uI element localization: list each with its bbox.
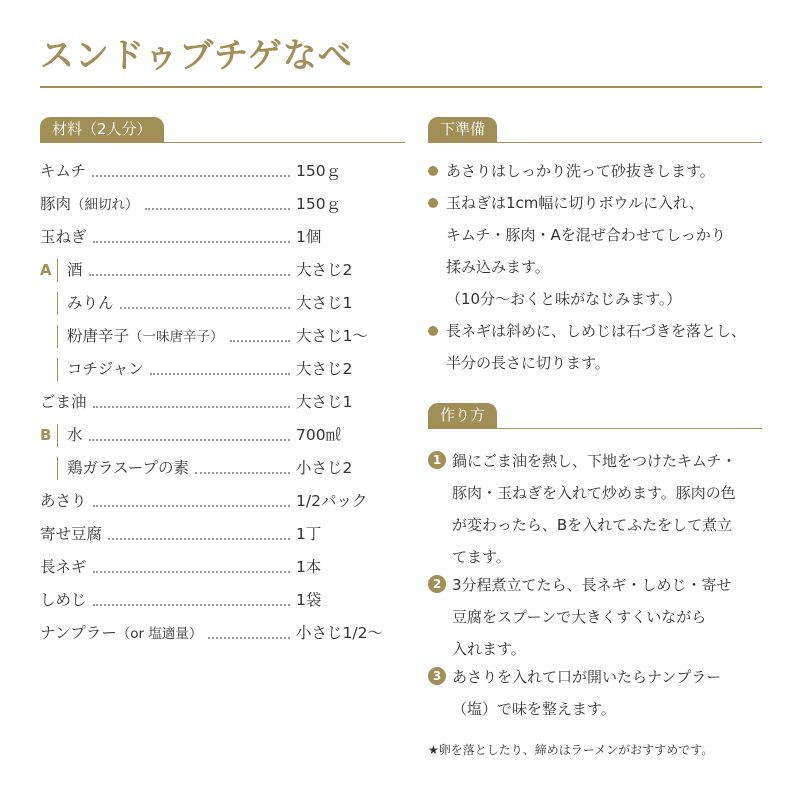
recipe-title: スンドゥブチゲなべ — [40, 36, 353, 76]
ingredient-name-text: あさり — [40, 492, 87, 510]
ingredient-row — [40, 617, 410, 650]
leader-dots — [92, 175, 290, 177]
leader-dots — [89, 439, 290, 441]
ingredient-amount: 1本 — [296, 558, 322, 576]
bullet-dot — [428, 326, 438, 336]
step-text-line: 鍋にごま油を熱し、下地をつけたキムチ・ — [452, 452, 737, 470]
ingredient-amount: 150ｇ — [296, 195, 342, 213]
ingredient-row — [40, 518, 410, 551]
ingredient-name-text: ナンプラー — [40, 624, 117, 642]
ingredient-amount: 大さじ2 — [296, 360, 353, 378]
ingredient-amount: 大さじ1～ — [296, 327, 368, 345]
ingredient-name — [40, 518, 102, 551]
ingredient-row — [40, 419, 410, 452]
leader-dots — [93, 571, 290, 573]
ingredient-group-label: B — [40, 426, 52, 444]
step-text-line: てます。 — [452, 548, 511, 566]
group-bracket-line — [57, 457, 58, 480]
ingredients-header — [40, 117, 405, 143]
step-text-line: 3分程煮立てたら、長ネギ・しめじ・寄せ — [452, 576, 732, 594]
step-item — [428, 569, 773, 665]
step-item — [428, 661, 773, 725]
ingredient-row — [40, 353, 410, 386]
ingredient-amount: 小さじ2 — [296, 459, 353, 477]
ingredient-name-text: 鶏ガラスープの素 — [67, 459, 189, 477]
bullet-dot — [428, 198, 438, 208]
leader-dots — [93, 505, 290, 507]
ingredient-name-text: 粉唐辛子 — [67, 327, 130, 345]
ingredient-name — [67, 320, 224, 354]
leader-dots — [145, 208, 290, 210]
ingredient-name — [67, 452, 189, 485]
step-text-line: （塩）で味を整えます。 — [452, 700, 616, 718]
ingredient-name-text: 長ネギ — [40, 558, 87, 576]
ingredient-row — [40, 155, 410, 188]
ingredient-name — [40, 617, 202, 651]
step-text-line: 入れます。 — [452, 640, 526, 658]
prep-text-line: あさりはしっかり洗って砂抜きします。 — [446, 162, 715, 180]
prep-text-line: キムチ・豚肉・Aを混ぜ合わせてしっかり — [446, 226, 726, 244]
ingredient-amount: 1袋 — [296, 591, 322, 609]
ingredient-row — [40, 584, 410, 617]
ingredient-name-text: しめじ — [40, 591, 87, 609]
prep-text-line: （10分～おくと味がなじみます。） — [446, 290, 682, 308]
leader-dots — [93, 241, 290, 243]
group-bracket-line — [57, 292, 58, 315]
ingredient-row — [40, 221, 410, 254]
prep-item — [428, 187, 768, 315]
ingredient-name — [40, 584, 87, 617]
prep-item — [428, 155, 768, 187]
ingredient-amount: 大さじ2 — [296, 261, 353, 279]
prep-text-line: 揉み込みます。 — [446, 258, 550, 276]
ingredient-row — [40, 551, 410, 584]
step-number-badge: 2 — [428, 575, 446, 593]
prep-text-line: 半分の長さに切ります。 — [446, 354, 610, 372]
group-bracket-line — [57, 325, 58, 348]
ingredient-row — [40, 386, 410, 419]
ingredient-name-text: コチジャン — [67, 360, 144, 378]
ingredient-name-text: 玉ねぎ — [40, 228, 87, 246]
leader-dots — [208, 637, 290, 639]
ingredients-heading: 材料（2人分） — [40, 117, 164, 142]
ingredient-row — [40, 254, 410, 287]
ingredients-heading-rule — [40, 142, 405, 144]
ingredient-name — [40, 386, 87, 419]
ingredient-amount: 1個 — [296, 228, 322, 246]
ingredient-amount: 150ｇ — [296, 162, 342, 180]
title-underline — [40, 86, 762, 88]
ingredient-amount: 小さじ1/2～ — [296, 624, 383, 642]
prep-item — [428, 315, 768, 379]
prep-text-line: 玉ねぎは1cm幅に切りボウルに入れ、 — [446, 194, 704, 212]
leader-dots — [120, 307, 290, 309]
ingredient-name — [40, 221, 87, 254]
prep-header — [428, 117, 762, 143]
ingredient-name-note: （一味唐辛子） — [129, 329, 224, 345]
ingredient-name-text: 酒 — [67, 261, 83, 279]
steps-header — [428, 403, 762, 429]
ingredient-name-note: （or 塩適量） — [116, 626, 203, 642]
step-text-line: が変わったら、Bを入れてふたをして煮立 — [452, 516, 733, 534]
ingredient-amount: 大さじ1 — [296, 294, 353, 312]
ingredient-row — [40, 452, 410, 485]
step-number-badge: 3 — [428, 667, 446, 685]
ingredient-name-text: 水 — [67, 426, 83, 444]
ingredient-row — [40, 485, 410, 518]
leader-dots — [93, 604, 290, 606]
ingredient-amount: 1/2パック — [296, 492, 368, 510]
ingredient-name-text: みりん — [67, 294, 114, 312]
ingredient-row — [40, 188, 410, 221]
ingredient-name — [40, 188, 139, 222]
group-bracket-line — [57, 259, 58, 282]
recipe-note: ★卵を落としたり、締めはラーメンがおすすめです。 — [428, 743, 714, 757]
ingredient-name — [40, 485, 87, 518]
ingredient-name — [67, 254, 83, 287]
steps-heading-rule — [428, 428, 762, 430]
ingredient-amount: 大さじ1 — [296, 393, 353, 411]
ingredient-group-label: A — [40, 261, 52, 279]
ingredient-row — [40, 287, 410, 320]
bullet-dot — [428, 166, 438, 176]
leader-dots — [230, 340, 290, 342]
ingredient-amount: 1丁 — [296, 525, 322, 543]
prep-heading: 下準備 — [428, 117, 497, 142]
step-number-badge: 1 — [428, 451, 446, 469]
prep-heading-rule — [428, 142, 762, 144]
leader-dots — [150, 373, 290, 375]
ingredient-name — [67, 287, 114, 320]
ingredient-name-text: ごま油 — [40, 393, 87, 411]
ingredient-name — [67, 353, 144, 386]
ingredient-row — [40, 320, 410, 353]
leader-dots — [89, 274, 290, 276]
ingredient-name-text: キムチ — [40, 162, 87, 180]
steps-heading: 作り方 — [428, 403, 497, 428]
step-text-line: 豆腐をスプーンで大きくすくいながら — [452, 608, 707, 626]
ingredient-name-note: （細切れ） — [71, 197, 139, 213]
step-item — [428, 445, 773, 573]
leader-dots — [195, 472, 290, 474]
group-bracket-line — [57, 424, 58, 447]
leader-dots — [93, 406, 290, 408]
ingredient-name-text: 寄せ豆腐 — [40, 525, 103, 543]
ingredient-amount: 700㎖ — [296, 426, 342, 444]
ingredient-name — [67, 419, 83, 452]
group-bracket-line — [57, 358, 58, 381]
leader-dots — [108, 538, 290, 540]
step-text-line: 豚肉・玉ねぎを入れて炒めます。豚肉の色 — [452, 484, 736, 502]
ingredient-name — [40, 155, 86, 188]
ingredient-name — [40, 551, 87, 584]
step-text-line: あさりを入れて口が開いたらナンプラー — [452, 668, 722, 686]
prep-text-line: 長ネギは斜めに、しめじは石づきを落とし、 — [446, 322, 747, 340]
ingredient-name-text: 豚肉 — [40, 195, 72, 213]
